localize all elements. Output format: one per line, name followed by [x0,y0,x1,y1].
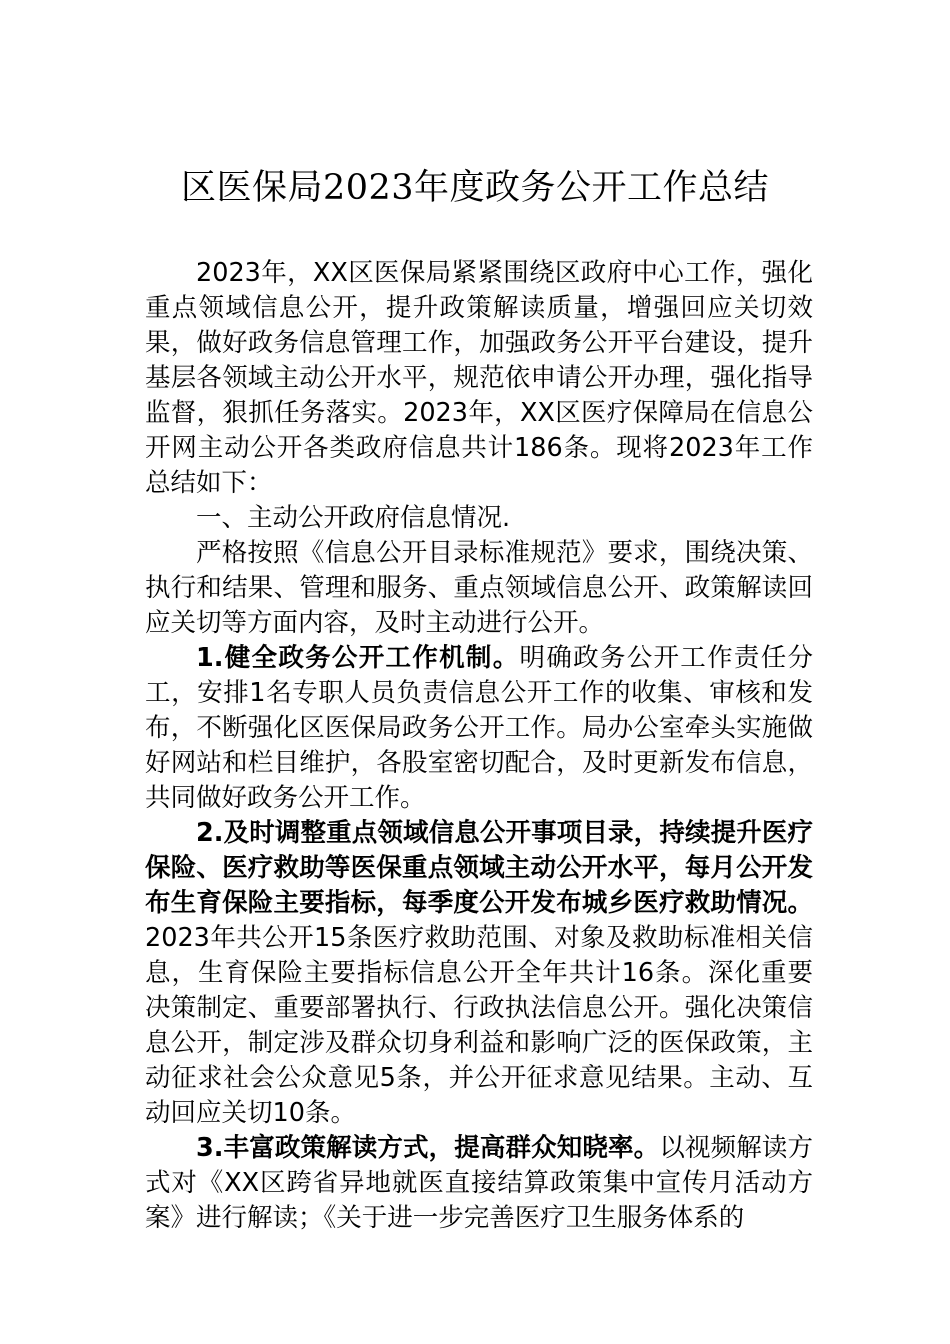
section-heading-1 [145,501,813,536]
section-heading-text: 一、主动公开政府信息情况. [196,503,511,533]
item-1-text: 明确政务公开工作责任分工，安排1名专职人员负责信息公开工作的收集、审核和发布，不断强化区医保局政务公开工作。局办公室牵头实施做好网站和栏目维护，各股室密切配合，及时更新发布信息，共同做好政务公开工作。 [145,643,813,813]
item-2-text: 2023年共公开15条医疗救助范围、对象及救助标准相关信息，生育保险主要指标信息公开全年共计16条。深化重要决策制定、重要部署执行、行政执法信息公开。强化决策信息公开，制定涉及群众切身利益和影响广泛的医保政策，主动征求社会公众意见5条，并公开征求意见结果。主动、互动回应关切10条。 [145,923,813,1128]
item-2-paragraph [145,816,813,1131]
intro-text: 2023年，XX区医保局紧紧围绕区政府中心工作，强化重点领域信息公开，提升政策解读质量，增强回应关切效果，做好政务信息管理工作，加强政务公开平台建设，提升基层各领域主动公开水平，规范依申请公开办理，强化指导监督，狠抓任务落实。2023年，XX区医疗保障局在信息公开网主动公开各类政府信息共计186条。现将2023年工作总结如下： [145,258,813,498]
document-body [145,256,813,1236]
item-3-text: 以视频解读方式对《XX区跨省异地就医直接结算政策集中宣传月活动方案》进行解读；《关于进一步完善医疗卫生服务体系的 [145,1133,813,1233]
section-1-paragraph [145,536,813,641]
section-1-text: 严格按照《信息公开目录标准规范》要求，围绕决策、执行和结果、管理和服务、重点领域信息公开、政策解读回应关切等方面内容，及时主动进行公开。 [145,538,813,638]
document-title: 区医保局2023年度政务公开工作总结 [180,168,770,208]
item-1-heading: 1.健全政务公开工作机制。 [196,643,520,673]
item-1-paragraph [145,641,813,816]
item-3-paragraph [145,1131,813,1236]
intro-paragraph [145,256,813,501]
item-3-heading: 3.丰富政策解读方式，提高群众知晓率。 [196,1133,660,1163]
item-2-heading: 2.及时调整重点领域信息公开事项目录，持续提升医疗保险、医疗救助等医保重点领域主动公开水平，每月公开发布生育保险主要指标，每季度公开发布城乡医疗救助情况。 [145,818,813,918]
